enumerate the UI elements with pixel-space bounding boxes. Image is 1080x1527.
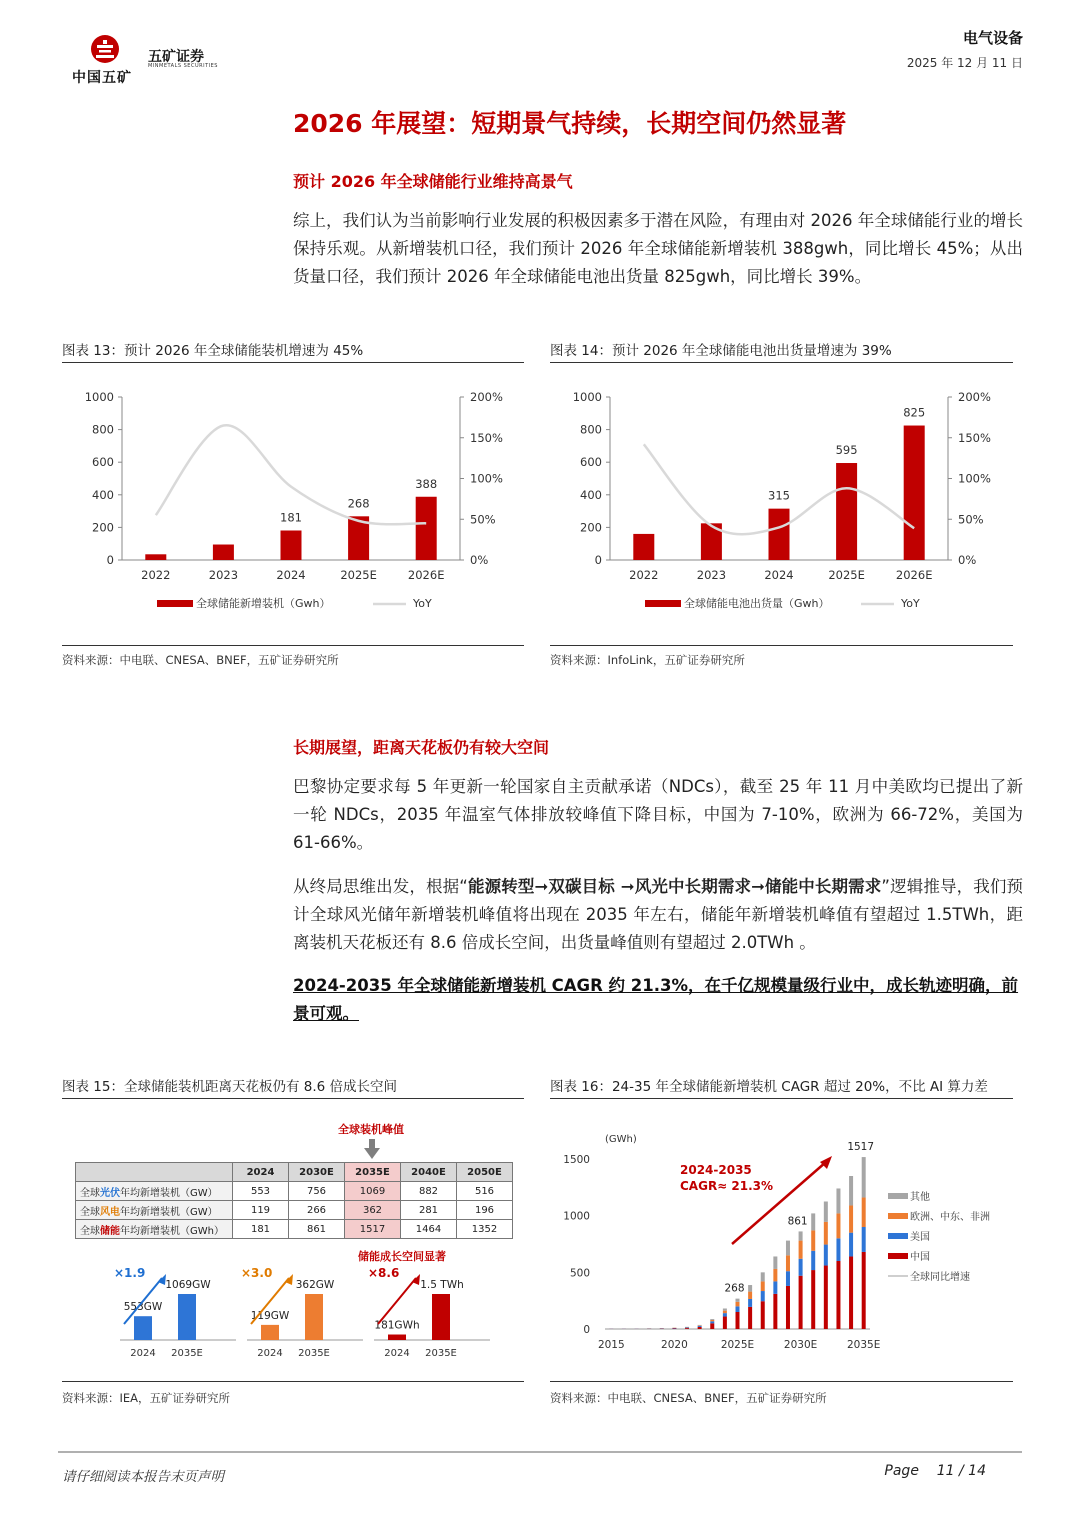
fig14-caption: 图表 14：预计 2026 年全球储能电池出货量增速为 39% [550, 343, 892, 359]
fig14-bar-label: 315 [768, 488, 790, 503]
table-cell: 196 [457, 1201, 513, 1220]
row-label [76, 1182, 233, 1201]
mini-x-label: 2024 [130, 1348, 156, 1359]
fig16-bar-segment [824, 1202, 828, 1222]
mini-bar-2024 [388, 1335, 406, 1340]
fig16-y-tick-label: 1500 [563, 1154, 590, 1166]
fig13-y-tick-label: 200 [92, 520, 114, 535]
fig14-bar [769, 509, 790, 560]
section1-paragraph: 综上，我们认为当前影响行业发展的积极因素多于潜在风险，有理由对 2026 年全球储能行业的增长保持乐观。从新增装机口径，我们预计 2026 年全球储能新增装机 388gwh，同比增长 45%；从出货量口径，我们预计 2026 年全球储能电池出货量 825gwh，同比增长 39%。 [293, 211, 1023, 286]
table-cell: 281 [401, 1201, 457, 1220]
fig13-y-tick-label: 1000 [84, 390, 114, 404]
fig16-legend-label: 欧洲、中东、非洲 [910, 1212, 990, 1223]
fig16-bar-segment [799, 1241, 803, 1259]
fig16-y-tick-label: 500 [569, 1267, 590, 1280]
fig14-y2-tick-label: 0% [958, 553, 977, 567]
section2-conclusion [293, 972, 1023, 1028]
section2-paragraph2 [293, 873, 1023, 957]
fig16-bar-segment [836, 1238, 840, 1261]
fig16-bar-segment [748, 1285, 752, 1292]
mini-growth-arrowhead [412, 1274, 420, 1285]
fig16-legend-label: 美国 [910, 1232, 930, 1243]
table-cell: 362 [345, 1201, 401, 1220]
table-cell: 553 [233, 1182, 289, 1201]
row-label-pre: 全球 [80, 1206, 100, 1218]
mini-value-label: 119GW [250, 1309, 290, 1322]
mini-multiplier: ×1.9 [114, 1266, 146, 1280]
fig13-legend-bar-swatch [157, 600, 193, 607]
fig15-peak-label: 全球装机峰值 [338, 1123, 404, 1136]
fig16-bar-segment [799, 1276, 803, 1329]
fig14-x-tick-label: 2023 [696, 568, 727, 582]
fig13-y-tick-label: 600 [92, 455, 114, 470]
logo-text-securities-en: MINMETALS SECURITIES [148, 63, 218, 69]
fig16-x-tick-label: 2030E [783, 1339, 818, 1351]
fig16-bar-segment [685, 1327, 689, 1328]
fig16-x-tick-label: 2035E [847, 1339, 881, 1351]
fig13-y-tick-label: 800 [92, 422, 114, 437]
fig13-x-tick-label: 2026E [407, 568, 445, 582]
fig16-legend-label: 中国 [910, 1252, 930, 1263]
fig14-bottom-rule [550, 645, 1013, 646]
fig16-bar-segment [710, 1319, 714, 1320]
mini-bar-2024 [261, 1325, 279, 1340]
conclusion-text: 2024-2035 年全球储能新增装机 CAGR 约 21.3%，在千亿规模量级行业中，成长轨迹明确，前景可观。 [293, 976, 1019, 1023]
fig16-bar-segment [811, 1213, 815, 1230]
fig16-total-label: 268 [724, 1282, 745, 1295]
fig16-bar-segment [786, 1286, 790, 1329]
fig13-y2-tick-label: 150% [470, 430, 503, 445]
fig13-bar [213, 545, 234, 560]
fig14-y-tick-label: 600 [580, 455, 602, 470]
fig16-bar-segment [761, 1301, 765, 1329]
mini-x-label: 2035E [171, 1348, 203, 1359]
fig16-bar-segment [811, 1230, 815, 1250]
row-label-hl: 风电 [100, 1206, 120, 1218]
fig16-source: 资料来源：中电联、CNESA、BNEF，五矿证券研究所 [550, 1391, 827, 1405]
fig14-chart [550, 380, 1013, 630]
fig15-caption: 图表 15：全球储能装机距离天花板仍有 8.6 倍成长空间 [62, 1079, 398, 1095]
fig16-bar-segment [736, 1306, 740, 1312]
logo-text-cn: 中国五矿 [72, 70, 132, 86]
fig16-cagr-annotation: CAGR≈ 21.3% [680, 1179, 774, 1193]
fig16-bar-segment [748, 1307, 752, 1329]
fig16-bar-segment [698, 1325, 702, 1326]
fig16-bar-segment [710, 1323, 714, 1329]
fig14-y2-tick-label: 200% [958, 390, 991, 404]
fig16-bar-segment [849, 1176, 853, 1205]
fig16-bar-segment [836, 1261, 840, 1329]
fig16-bar-segment [773, 1294, 777, 1329]
report-date: 2025 年 12 月 11 日 [906, 56, 1023, 70]
row-label-hl: 光伏 [100, 1187, 120, 1199]
mini-bar-2035e [178, 1294, 196, 1340]
row-label-pre: 全球 [80, 1225, 100, 1237]
fig16-bar-segment [811, 1251, 815, 1270]
sector-label: 电气设备 [962, 29, 1023, 47]
table-cell: 861 [289, 1220, 345, 1239]
fig16-bar-segment [824, 1266, 828, 1329]
table-cell: 266 [289, 1201, 345, 1220]
fig16-y-tick-label: 1000 [563, 1210, 590, 1223]
fig14-y-tick-label: 200 [580, 520, 602, 535]
fig13-y2-tick-label: 200% [470, 390, 503, 404]
fig13-bar [416, 497, 437, 560]
mini-growth-arrowhead [285, 1274, 293, 1285]
fig16-bar-segment [761, 1281, 765, 1291]
fig15-bottom-rule [62, 1381, 524, 1382]
page-number [884, 1463, 986, 1479]
row-label [76, 1220, 233, 1239]
fig13-bar [281, 530, 302, 560]
down-arrow-icon [364, 1139, 380, 1159]
table-col-2024: 2024 [233, 1163, 289, 1182]
fig13-bar-label: 181 [280, 510, 302, 525]
mini-value-label: 362GW [295, 1279, 335, 1291]
section2-paragraph1: 巴黎协定要求每 5 年更新一轮国家自主贡献承诺（NDCs），截至 25 年 11 月中美欧均已提出了新一轮 NDCs，2035 年温室气体排放较峰值下降目标，中国为 7-10%，欧洲为 66-72%，美国为 61-66%。 [293, 777, 1023, 852]
section2-subtitle: 长期展望，距离天花板仍有较大空间 [293, 738, 550, 757]
page-num: 11 / 14 [936, 1463, 986, 1479]
fig14-x-tick-label: 2024 [764, 568, 794, 582]
fig13-y-tick-label: 0 [106, 553, 114, 567]
fig16-legend-swatch [888, 1193, 908, 1199]
mini-multiplier: ×8.6 [368, 1266, 400, 1280]
fig14-y2-tick-label: 50% [958, 512, 984, 527]
mini-x-label: 2024 [257, 1348, 283, 1359]
table-cell: 1464 [401, 1220, 457, 1239]
fig16-bar-segment [862, 1157, 866, 1197]
row-label-hl: 储能 [100, 1225, 120, 1237]
fig16-bar-segment [723, 1313, 727, 1316]
fig16-legend-label: 其他 [910, 1192, 930, 1203]
mini-x-label: 2035E [425, 1348, 457, 1359]
fig16-bar-segment [862, 1252, 866, 1329]
mini-value-label: 553GW [123, 1301, 163, 1314]
fig16-bar-segment [811, 1270, 815, 1329]
fig14-x-tick-label: 2026E [895, 568, 933, 582]
fig16-legend-swatch [888, 1253, 908, 1259]
table-col-2030e: 2030E [289, 1163, 345, 1182]
row-label [76, 1201, 233, 1220]
fig14-source: 资料来源：InfoLink，五矿证券研究所 [550, 653, 745, 667]
page-label: Page [884, 1463, 919, 1479]
minmetals-emblem-icon [88, 34, 122, 66]
table-col-2035e: 2035E [345, 1163, 401, 1182]
fig14-bar [904, 426, 925, 560]
fig16-bar-segment [748, 1292, 752, 1299]
fig16-bar-segment [773, 1256, 777, 1268]
fig16-y-unit: (GWh) [605, 1134, 637, 1145]
fig16-bar-segment [862, 1227, 866, 1252]
fig16-chart [550, 1124, 1013, 1364]
mini-x-label: 2024 [384, 1348, 410, 1359]
fig15-table-header-row [76, 1163, 513, 1182]
mini-value-label: 181GWh [374, 1319, 420, 1332]
fig16-bar-segment [723, 1311, 727, 1313]
fig16-bar-segment [849, 1233, 853, 1257]
fig16-bar-segment [736, 1302, 740, 1307]
fig16-bar-segment [685, 1328, 689, 1329]
mini-bar-2035e [432, 1294, 450, 1340]
fig16-bar-segment [824, 1222, 828, 1245]
row-label-post: 年均新增装机（GW） [120, 1187, 218, 1199]
fig14-legend-bar-swatch [645, 600, 681, 607]
fig16-bar-segment [710, 1320, 714, 1321]
fig16-x-tick-label: 2020 [661, 1339, 688, 1351]
fig15-table [75, 1162, 513, 1239]
fig16-bar-segment [672, 1328, 676, 1329]
fig13-source: 资料来源：中电联、CNESA、BNEF，五矿证券研究所 [62, 653, 339, 667]
fig16-total-label: 1517 [847, 1141, 875, 1154]
fig14-legend-line-label: YoY [901, 597, 920, 610]
fig13-caption: 图表 13：预计 2026 年全球储能装机增速为 45% [62, 343, 364, 359]
fig15-top-rule [62, 1098, 524, 1099]
footer-disclaimer: 请仔细阅读本报告末页声明 [62, 1469, 224, 1485]
fig16-cagr-annotation: 2024-2035 [680, 1163, 752, 1177]
table-col-2040e: 2040E [401, 1163, 457, 1182]
para2-pre: 从终局思维出发，根据“ [293, 877, 468, 896]
fig16-bar-segment [723, 1317, 727, 1329]
fig16-bar-segment [736, 1312, 740, 1329]
para2-post: ”逻辑推导，我们预计全球风光储年新增装机峰值将出现在 2035 年左右，储能年新增装机峰值有望超过 1.5TWh，距离装机天花板还有 8.6 倍成长空间，出货量峰值则有望超过 2.0TWh 。 [293, 877, 1023, 952]
fig16-bar-segment [773, 1281, 777, 1293]
table-cell: 882 [401, 1182, 457, 1201]
fig14-bar-label: 825 [903, 405, 926, 420]
fig13-legend-line-label: YoY [413, 597, 432, 610]
fig16-y-tick-label: 0 [583, 1324, 590, 1336]
mini-growth-arrowhead [158, 1274, 166, 1285]
table-cell: 181 [233, 1220, 289, 1239]
fig13-bottom-rule [62, 645, 524, 646]
fig16-bar-segment [786, 1241, 790, 1256]
table-cell: 1352 [457, 1220, 513, 1239]
fig13-legend-bar-label: 全球储能新增装机（Gwh） [196, 597, 331, 610]
mini-x-label: 2035E [298, 1348, 330, 1359]
fig16-bar-segment [710, 1321, 714, 1323]
fig16-bar-segment [824, 1245, 828, 1266]
table-col-2050e: 2050E [457, 1163, 513, 1182]
fig14-y2-tick-label: 150% [958, 430, 991, 445]
fig16-bar-segment [723, 1308, 727, 1310]
fig16-bottom-rule [550, 1381, 1013, 1382]
fig16-bar-segment [748, 1299, 752, 1307]
fig16-bar-segment [698, 1327, 702, 1329]
fig16-bar-segment [849, 1256, 853, 1329]
fig15-growth-label: 储能成长空间显著 [358, 1250, 446, 1263]
table-cell: 1069 [345, 1182, 401, 1201]
fig16-legend-swatch [888, 1213, 908, 1219]
table-cell: 1517 [345, 1220, 401, 1239]
fig16-bar-segment [786, 1255, 790, 1271]
table-cell: 756 [289, 1182, 345, 1201]
mini-value-label: 1.5 TWh [420, 1279, 464, 1291]
table-row [76, 1201, 513, 1220]
fig13-y2-tick-label: 50% [470, 512, 496, 527]
fig14-bar-label: 595 [835, 443, 858, 458]
table-cell: 119 [233, 1201, 289, 1220]
fig13-bar [145, 554, 166, 560]
fig13-y2-tick-label: 0% [470, 553, 489, 567]
fig13-y2-tick-label: 100% [470, 471, 503, 486]
footer-rule [58, 1451, 1022, 1453]
fig14-top-rule [550, 362, 1013, 363]
fig16-bar-segment [862, 1198, 866, 1227]
fig15-mini-charts [62, 1262, 524, 1362]
fig13-y-tick-label: 400 [92, 487, 114, 502]
fig14-y-tick-label: 800 [580, 422, 602, 437]
fig14-y-tick-label: 0 [594, 553, 602, 567]
fig13-yoy-line [156, 425, 426, 524]
page-title: 2026 年展望：短期景气持续，长期空间仍然显著 [293, 109, 847, 138]
mini-bar-2035e [305, 1294, 323, 1340]
fig16-x-tick-label: 2025E [720, 1339, 755, 1351]
fig16-bar-segment [836, 1188, 840, 1213]
fig16-top-rule [550, 1098, 1013, 1099]
fig16-caption: 图表 16：24-35 年全球储能新增装机 CAGR 超过 20%，不比 AI 算力差 [550, 1079, 988, 1095]
fig16-x-tick-label: 2015 [597, 1339, 625, 1351]
mini-bar-2024 [134, 1316, 152, 1340]
fig16-bar-segment [736, 1299, 740, 1302]
fig16-legend-swatch [888, 1233, 908, 1239]
fig14-x-tick-label: 2025E [828, 568, 865, 582]
fig14-x-tick-label: 2022 [629, 568, 659, 582]
fig13-chart [62, 380, 524, 630]
fig13-x-tick-label: 2023 [208, 568, 239, 582]
fig16-bar-segment [761, 1291, 765, 1301]
fig16-bar-segment [836, 1213, 840, 1238]
fig15-source: 资料来源：IEA，五矿证券研究所 [62, 1391, 231, 1405]
fig14-bar [633, 534, 654, 560]
table-row [76, 1220, 513, 1239]
fig16-legend-label: 全球同比增速 [910, 1272, 970, 1283]
table-cell: 516 [457, 1182, 513, 1201]
company-logo [72, 34, 232, 86]
fig16-total-label: 861 [787, 1215, 808, 1228]
fig16-bar-segment [698, 1326, 702, 1327]
fig14-legend-bar-label: 全球储能电池出货量（Gwh） [684, 597, 830, 610]
fig13-top-rule [62, 362, 524, 363]
fig13-bar-label: 268 [347, 496, 370, 511]
fig16-bar-segment [786, 1271, 790, 1286]
fig14-bar [836, 463, 857, 560]
fig16-bar-segment [799, 1231, 803, 1240]
mini-multiplier: ×3.0 [241, 1266, 273, 1280]
mini-growth-arrow [378, 1278, 416, 1324]
fig14-y-tick-label: 1000 [572, 390, 602, 404]
fig16-bar-segment [849, 1205, 853, 1232]
row-label-post: 年均新增装机（GW） [120, 1206, 218, 1218]
mini-value-label: 1069GW [165, 1279, 211, 1291]
fig16-bar-segment [761, 1272, 765, 1281]
para2-bold-logic: 能源转型➞双碳目标 ➞风光中长期需求➞储能中长期需求 [467, 877, 882, 896]
row-label-post: 年均新增装机（GWh） [120, 1225, 224, 1237]
fig13-bar-label: 388 [415, 476, 438, 491]
fig13-x-tick-label: 2025E [340, 568, 377, 582]
fig14-y2-tick-label: 100% [958, 471, 991, 486]
table-row [76, 1182, 513, 1201]
logo-text-securities: 五矿证券 [148, 49, 204, 65]
table-corner [76, 1163, 233, 1182]
fig16-bar-segment [799, 1259, 803, 1276]
fig13-x-tick-label: 2024 [276, 568, 306, 582]
fig14-y-tick-label: 400 [580, 487, 602, 502]
fig16-bar-segment [773, 1269, 777, 1281]
row-label-pre: 全球 [80, 1187, 100, 1199]
fig13-x-tick-label: 2022 [141, 568, 171, 582]
section1-subtitle: 预计 2026 年全球储能行业维持高景气 [293, 172, 573, 191]
